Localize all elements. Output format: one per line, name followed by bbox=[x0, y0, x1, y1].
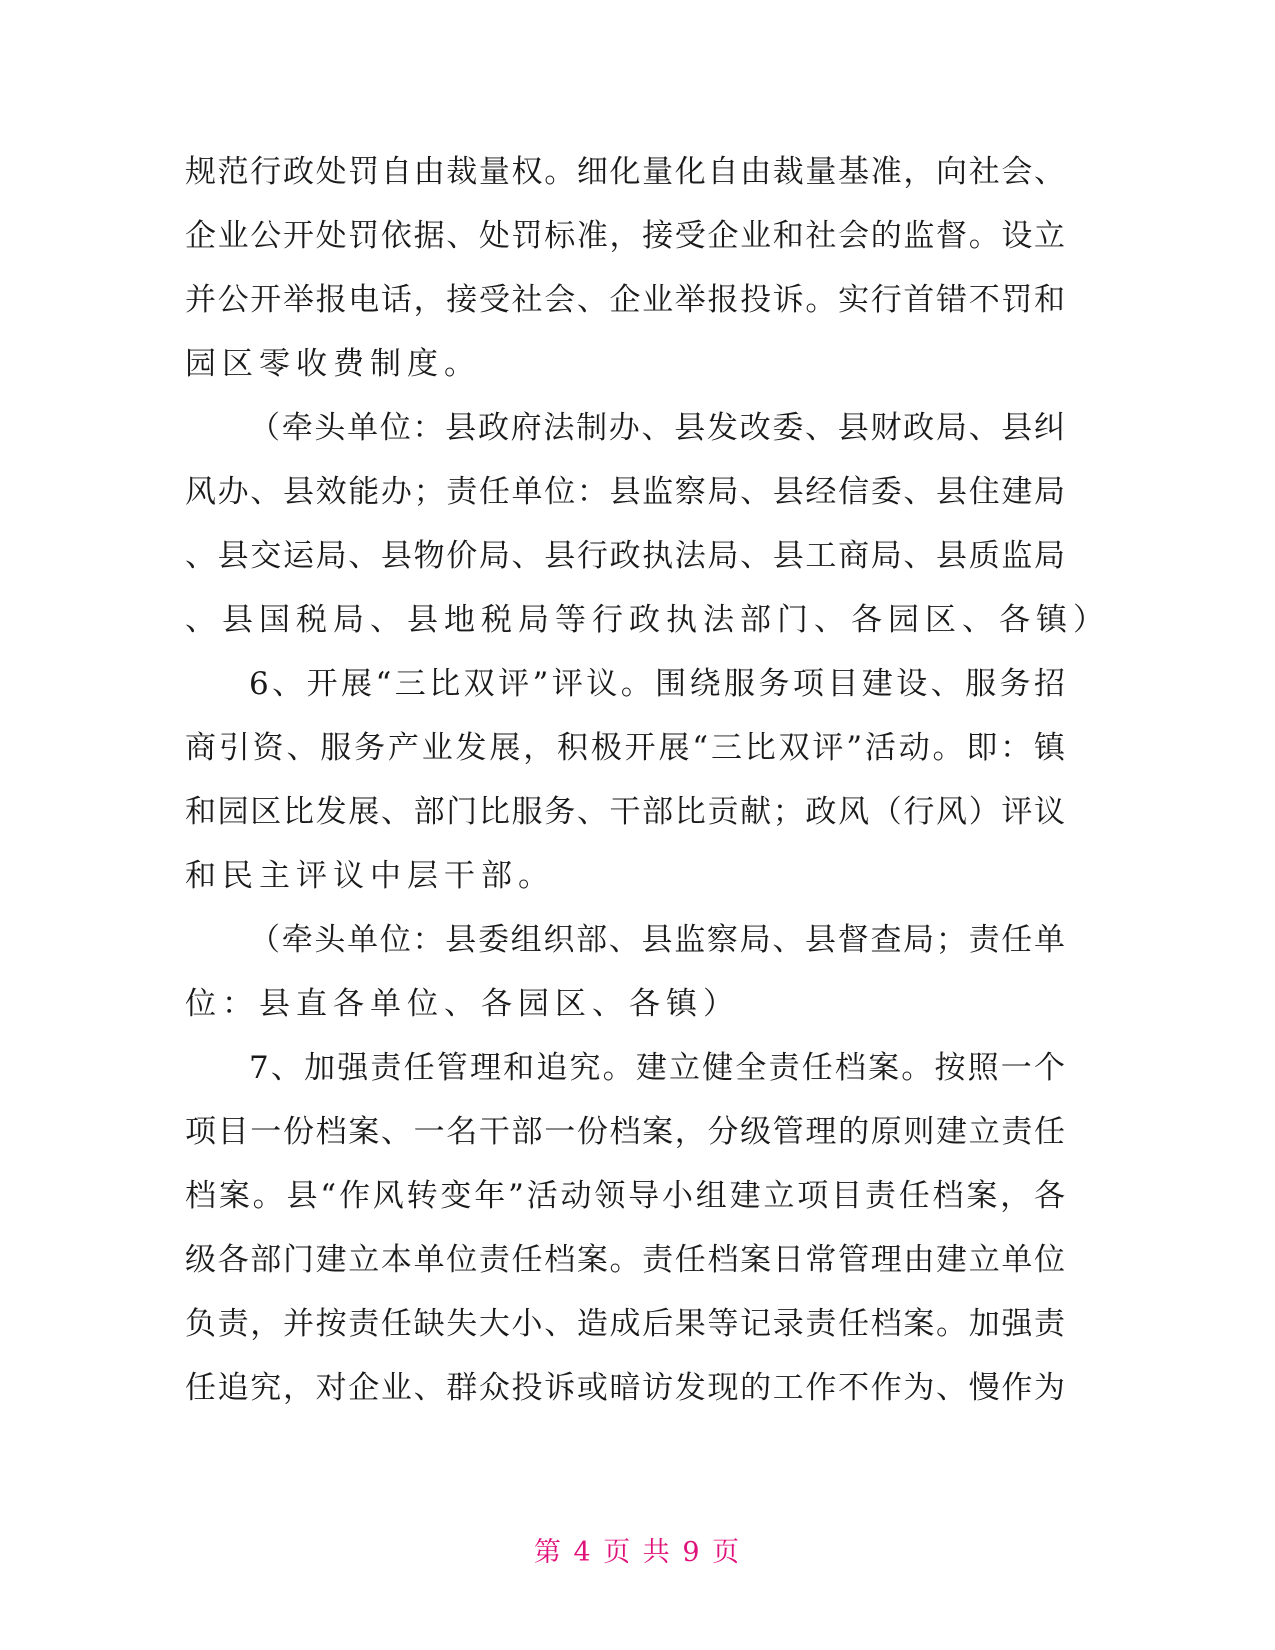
document-body bbox=[185, 140, 1110, 1420]
page-number-footer: 第 4 页 共 9 页 bbox=[533, 1537, 742, 1568]
text-line: 7、加强责任管理和追究。建立健全责任档案。按照一个 bbox=[249, 1050, 1065, 1086]
text-line: 项目一份档案、一名干部一份档案，分级管理的原则建立责任 bbox=[185, 1114, 1065, 1150]
text-line: （牵头单位：县委组织部、县监察局、县督查局；责任单 bbox=[249, 922, 1065, 958]
paragraph bbox=[185, 140, 1065, 396]
text-line: 园区零收费制度。 bbox=[185, 346, 481, 382]
paragraph bbox=[185, 396, 1110, 652]
paragraph bbox=[185, 1036, 1065, 1420]
text-line: 和民主评议中层干部。 bbox=[185, 858, 555, 894]
text-line: （牵头单位：县政府法制办、县发改委、县财政局、县纠 bbox=[249, 410, 1065, 446]
text-line: 、县交运局、县物价局、县行政执法局、县工商局、县质监局 bbox=[185, 538, 1065, 574]
paragraph bbox=[185, 652, 1065, 908]
text-line: 规范行政处罚自由裁量权。细化量化自由裁量基准，向社会、 bbox=[185, 154, 1065, 190]
text-line: 和园区比发展、部门比服务、干部比贡献；政风（行风）评议 bbox=[185, 794, 1065, 830]
text-line: 并公开举报电话，接受社会、企业举报投诉。实行首错不罚和 bbox=[185, 282, 1065, 318]
text-line: 级各部门建立本单位责任档案。责任档案日常管理由建立单位 bbox=[185, 1242, 1065, 1278]
text-line: 档案。县“作风转变年”活动领导小组建立项目责任档案，各 bbox=[185, 1178, 1065, 1214]
text-line: 风办、县效能办；责任单位：县监察局、县经信委、县住建局 bbox=[185, 474, 1065, 510]
text-line: 6、开展“三比双评”评议。围绕服务项目建设、服务招 bbox=[249, 666, 1065, 702]
text-line: 位：县直各单位、各园区、各镇） bbox=[185, 986, 740, 1022]
text-line: 商引资、服务产业发展，积极开展“三比双评”活动。即：镇 bbox=[185, 730, 1065, 766]
text-line: 负责，并按责任缺失大小、造成后果等记录责任档案。加强责 bbox=[185, 1306, 1065, 1342]
text-line: 任追究，对企业、群众投诉或暗访发现的工作不作为、慢作为 bbox=[185, 1370, 1065, 1406]
text-line: 、县国税局、县地税局等行政执法部门、各园区、各镇） bbox=[185, 602, 1110, 638]
paragraph bbox=[185, 908, 1065, 1036]
text-line: 企业公开处罚依据、处罚标准，接受企业和社会的监督。设立 bbox=[185, 218, 1065, 254]
